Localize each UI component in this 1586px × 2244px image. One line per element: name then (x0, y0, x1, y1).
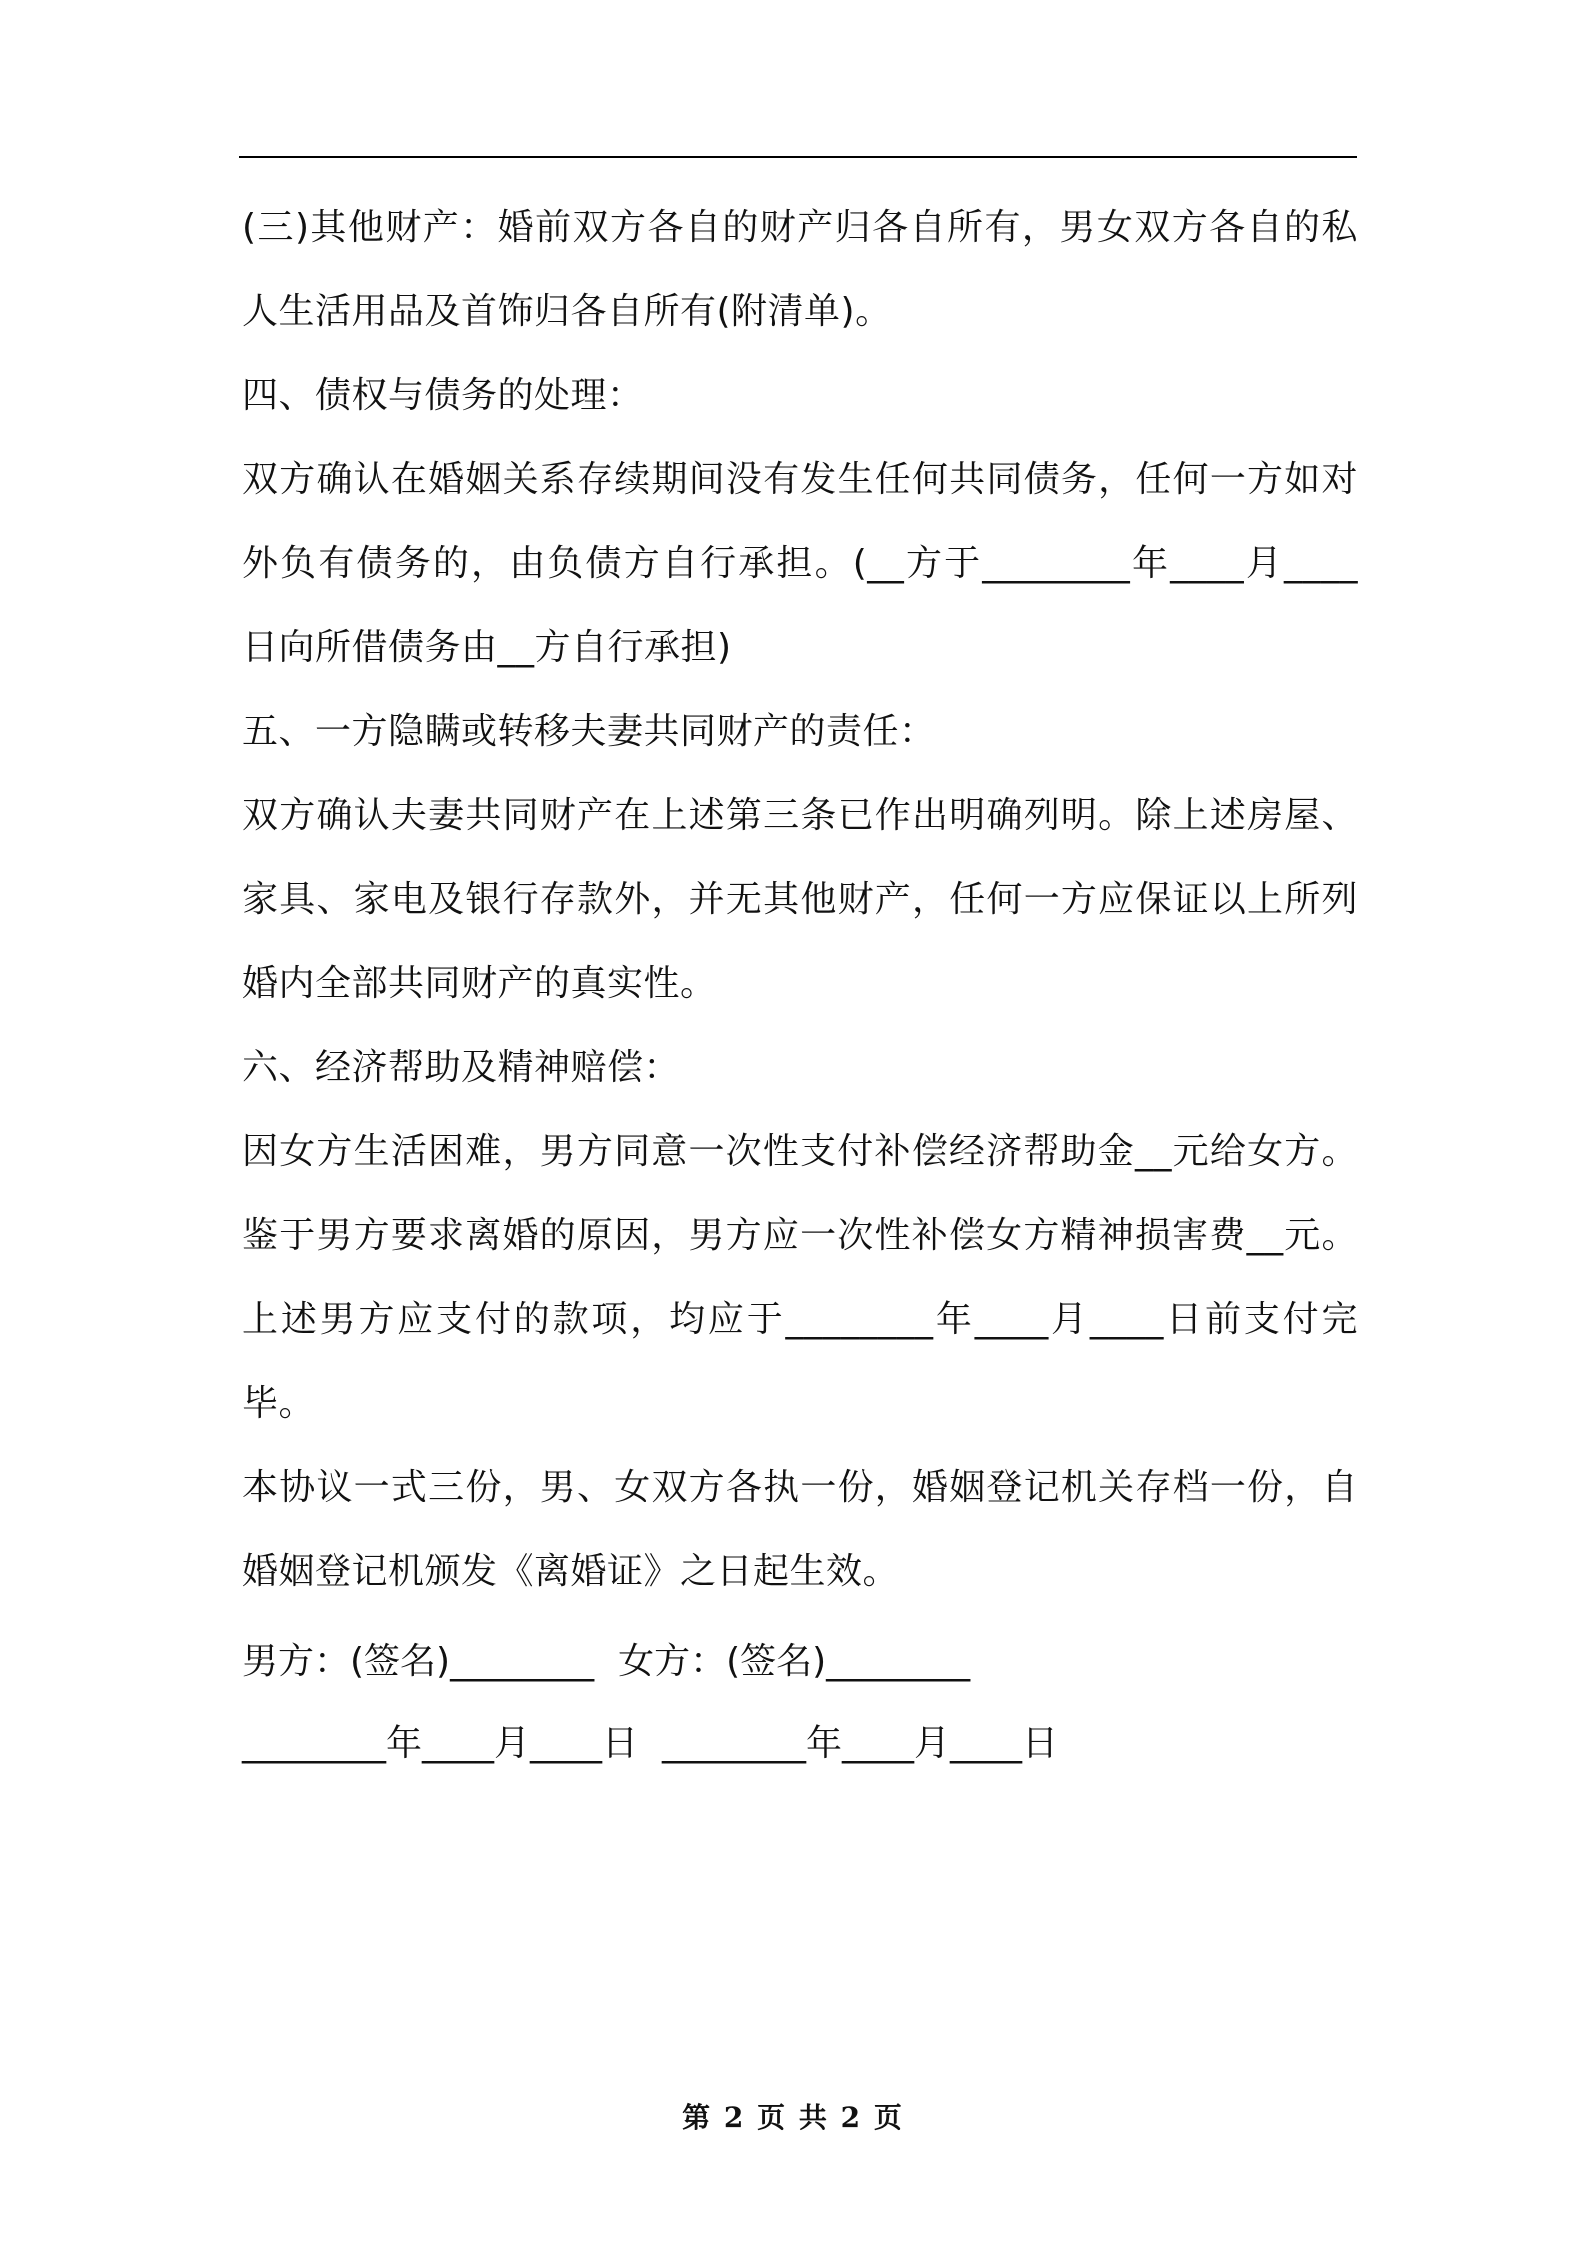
signature-dates-row (242, 1702, 1058, 1786)
female-signature-field[interactable]: 女方：(签名)________ (618, 1641, 971, 1682)
paragraph-line: 双方确认夫妻共同财产在上述第三条已作出明确列明。除上述房屋、 (242, 795, 1358, 836)
male-date-field[interactable]: ________年____月____日 (242, 1723, 638, 1764)
paragraph-line: (三)其他财产：婚前双方各自的财产归各自所有，男女双方各自的私 (242, 207, 1358, 248)
female-date-field[interactable]: ________年____月____日 (662, 1723, 1058, 1764)
paragraph-line: 因女方生活困难，男方同意一次性支付补偿经济帮助金__元给女方。 (242, 1131, 1358, 1172)
paragraph-line: 毕。 (242, 1383, 316, 1424)
page-indicator: 第 2 页 共 2 页 (682, 2101, 904, 2134)
male-signature-field[interactable]: 男方：(签名)________ (242, 1641, 595, 1682)
paragraph-line: 家具、家电及银行存款外，并无其他财产，任何一方应保证以上所列 (242, 879, 1358, 920)
paragraph-line: 鉴于男方要求离婚的原因，男方应一次性补偿女方精神损害费__元。 (242, 1215, 1358, 1256)
paragraph-line: 本协议一式三份，男、女双方各执一份，婚姻登记机关存档一份，自 (242, 1467, 1358, 1508)
paragraph-line: 婚内全部共同财产的真实性。 (242, 963, 717, 1004)
paragraph-line: 人生活用品及首饰归各自所有(附清单)。 (242, 291, 892, 332)
header-rule (239, 156, 1357, 158)
signature-names-row (242, 1620, 970, 1704)
paragraph-line: 日向所借债务由__方自行承担) (242, 627, 732, 668)
paragraph-line: 双方确认在婚姻关系存续期间没有发生任何共同债务，任何一方如对 (242, 459, 1358, 500)
agreement-body (242, 186, 1358, 1614)
section-heading: 四、债权与债务的处理： (242, 375, 644, 416)
paragraph-line: 婚姻登记机颁发《离婚证》之日起生效。 (242, 1551, 900, 1592)
section-heading: 五、一方隐瞒或转移夫妻共同财产的责任： (242, 711, 936, 752)
paragraph-line: 外负有债务的，由负债方自行承担。(__方于________年____月____ (242, 543, 1358, 584)
section-heading: 六、经济帮助及精神赔偿： (242, 1047, 681, 1088)
paragraph-line: 上述男方应支付的款项，均应于________年____月____日前支付完 (242, 1299, 1358, 1340)
